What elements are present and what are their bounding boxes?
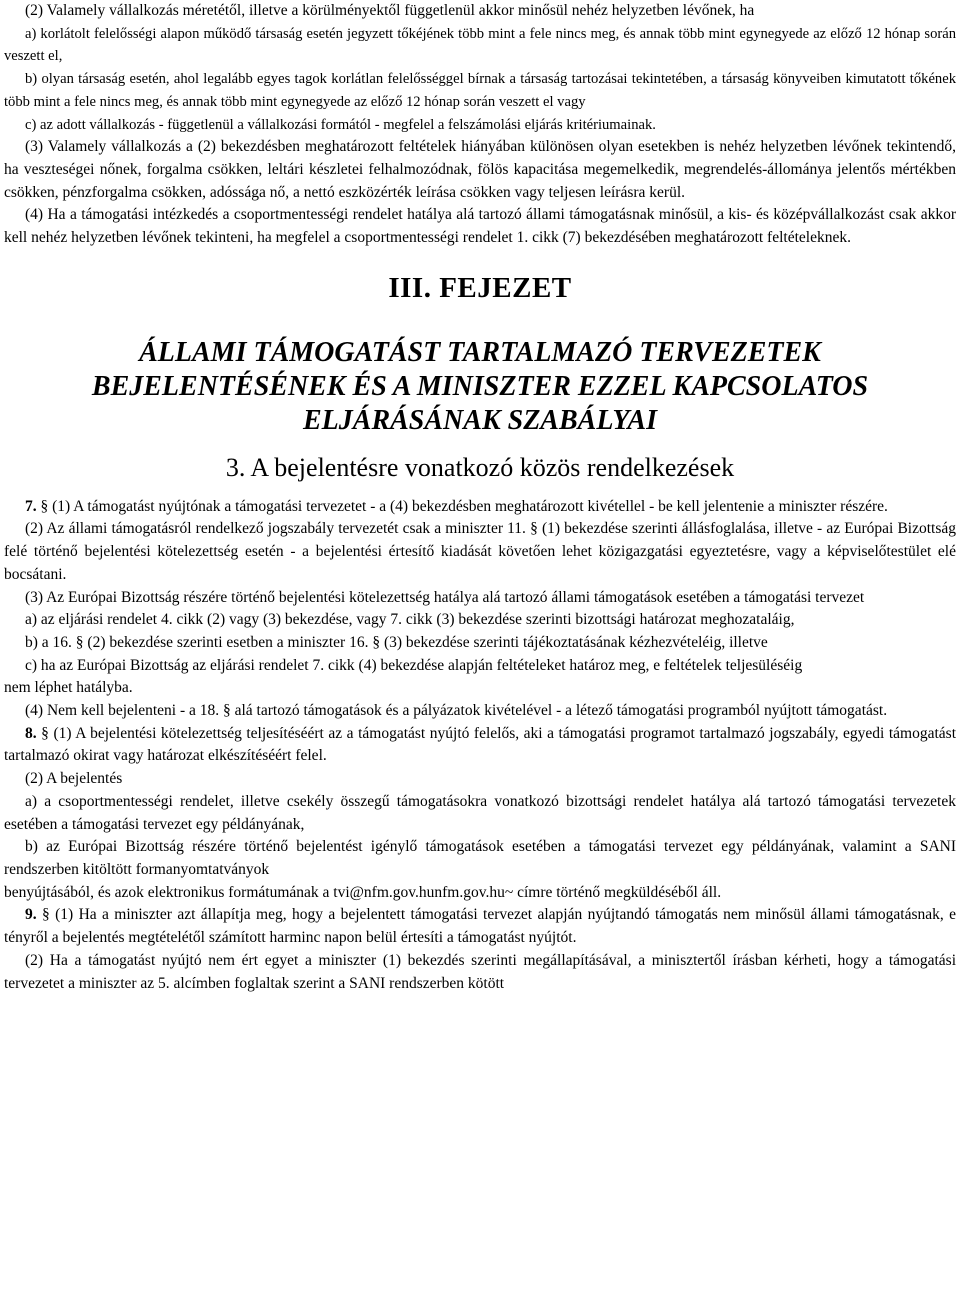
- section-9-paragraph-2: (2) Ha a támogatást nyújtó nem ért egyet a miniszter (1) bekezdés szerinti megállapításával, a minisztertől írásban kérheti, hogy a támogatási tervezetet a miniszter az 5. alcímben foglaltak szerint a SANI rendszerben kötött: [4, 951, 956, 992]
- section-8-paragraph-2a: a) a csoportmentességi rendelet, illetve csekély összegű támogatásokra vonatkozó bizottsági rendelet hatálya alá tartozó támogatási tervezetek esetében a támogatási tervezet egy példányának,: [4, 792, 956, 833]
- section-8-paragraph-2: (2) A bejelentés: [25, 770, 123, 788]
- section-8-paragraph-2-closing: benyújtásából, és azok elektronikus formátumának a tvi@nfm.gov.hunfm.gov.hu~ címre történő megküldéséből áll.: [4, 883, 722, 901]
- paragraph-2b: b) olyan társaság esetén, ahol legalább egyes tagok korlátlan felelősséggel bírnak a társaság tartozásai tekintetében, a társaság könyveiben kimutatott tőkének több mint a fele nincs meg, és annak több mint egynegyede az előző 12 hónap során veszett el vagy: [4, 71, 956, 110]
- section-number: 7.: [25, 497, 37, 515]
- section-7-paragraph-3: (3) Az Európai Bizottság részére történő bejelentési kötelezettség hatálya alá tartozó állami támogatások esetében a támogatási tervezet: [25, 588, 865, 606]
- paragraph-2-intro: (2) Valamely vállalkozás méretétől, illetve a körülményektől függetlenül akkor minősül nehéz helyzetben lévőnek, ha: [25, 2, 755, 19]
- section-8-text: § (1) A bejelentési kötelezettség teljesítéséért az a támogatást nyújtó felelős, aki a támogatási programot tartalmazó jogszabály, egyedi támogatást tartalmazó okirat vagy határozat elkészítéséért felel.: [4, 724, 956, 765]
- section-9-paragraph-1: [0, 904, 960, 949]
- section-8-paragraph-2b: b) az Európai Bizottság részére történő bejelentést igénylő támogatások esetében a támogatási tervezet egy példányának, valamint a SANI rendszerben kitöltött formanyomtatványok: [4, 838, 956, 878]
- section-number: 8.: [25, 724, 37, 742]
- section-heading: 3. A bejelentésre vonatkozó közös rendelkezések: [225, 452, 735, 482]
- section-7-paragraph-3a: a) az eljárási rendelet 4. cikk (2) vagy (3) bekezdése, vagy 7. cikk (3) bekezdése szerinti bizottsági határozat meghozataláig,: [25, 611, 795, 629]
- section-7-paragraph-2: (2) Az állami támogatásról rendelkező jogszabály tervezetét csak a miniszter 11. § (1) bekezdése szerinti állásfoglalása, illetve - az Európai Bizottság felé történő bejelentési kötelezettség esetén - a bejelentési értesítő kiadását követően lehet közigazgatási egyeztetésre, vagy a képviselőtestület elé bocsátani.: [4, 520, 956, 583]
- paragraph-2a: a) korlátolt felelősségi alapon működő társaság esetén jegyzett tőkéjének több mint a fele nincs meg, és annak több mint egynegyede az előző 12 hónap során veszett el,: [4, 25, 956, 65]
- paragraph-3: (3) Valamely vállalkozás a (2) bekezdésben meghatározott feltételek hiányában különösen olyan esetekben is nehéz helyzetben lévőnek tekintendő, ha veszteségei nőnek, forgalma csökken, leltári készletei felhalmozódnak, fölös kapacitása megemelkedik, megrendelés-állománya jelentős mértékben csökken, pénzforgalma csökken, adóssága nő, a nettó eszközérték leírása csökken vagy teljesen leírásra kerül.: [4, 138, 956, 201]
- chapter-heading: III. FEJEZET: [388, 271, 572, 304]
- section-9-text: § (1) Ha a miniszter azt állapítja meg, hogy a bejelentett támogatási tervezet alapján nyújtandó támogatás nem minősül állami támogatásnak, e tényről a bejelentés megtételétől számított harminc napon belül értesíti a támogatást nyújtót.: [4, 906, 956, 947]
- chapter-title-line: BEJELENTÉSÉNEK ÉS A MINISZTER EZZEL KAPCSOLATOS: [91, 370, 869, 402]
- section-7-paragraph-4: (4) Nem kell bejelenteni - a 18. § alá tartozó támogatások és a pályázatok kivételével - a létező támogatási programból nyújtott támogatást.: [25, 702, 888, 720]
- chapter-title-line: ELJÁRÁSÁNAK SZABÁLYAI: [303, 404, 657, 436]
- section-7-paragraph-3b: b) a 16. § (2) bekezdése szerinti esetben a miniszter 16. § (3) bekezdése szerinti tájékoztatásának kézhezvételéig, illetve: [25, 633, 768, 651]
- section-7-paragraph-3c: c) ha az Európai Bizottság az eljárási rendelet 7. cikk (4) bekezdése alapján feltételeket határoz meg, e feltételek teljesüléséig: [25, 656, 803, 674]
- paragraph-2c: c) az adott vállalkozás - függetlenül a vállalkozási formától - megfelel a felszámolási eljárás kritériumainak.: [25, 116, 656, 133]
- paragraph-4: (4) Ha a támogatási intézkedés a csoportmentességi rendelet hatálya alá tartozó állami támogatásnak minősül, a kis- és középvállalkozást csak akkor kell nehéz helyzetben lévőnek tekinteni, ha megfelel a csoportmentességi rendelet 1. cikk (7) bekezdésében meghatározott feltételeknek.: [4, 206, 956, 247]
- chapter-title: [0, 336, 960, 438]
- section-7-text: § (1) A támogatást nyújtónak a támogatási tervezetet - a (4) bekezdésben meghatározott kivétellel - be kell jelentenie a miniszter részére.: [40, 497, 888, 515]
- section-number: 9.: [25, 906, 37, 924]
- section-8-paragraph-1: [0, 723, 960, 768]
- section-7-paragraph-1: [0, 496, 960, 519]
- chapter-title-line: ÁLLAMI TÁMOGATÁST TARTALMAZÓ TERVEZETEK: [139, 336, 821, 368]
- section-7-paragraph-3-closing: nem léphet hatályba.: [4, 679, 133, 697]
